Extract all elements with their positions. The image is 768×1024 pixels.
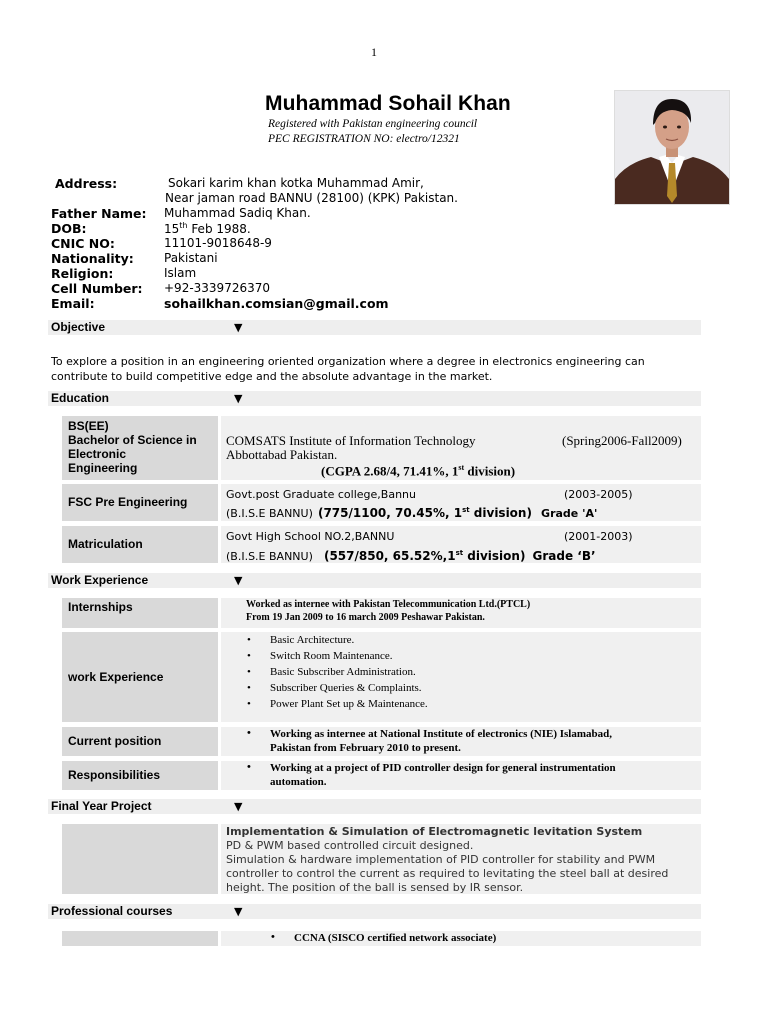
cnic-label: CNIC NO: (51, 236, 115, 251)
work-experience-heading: Work Experience (51, 573, 149, 587)
bsee-label-2: Bachelor of Science in (68, 433, 197, 447)
work-experience-list (247, 632, 428, 712)
fyp-line-2: Simulation & hardware implementation of PID controller for stability and PWM (226, 853, 656, 866)
page-number: 1 (371, 45, 377, 59)
courses-label-cell (62, 931, 218, 946)
education-row-bsee-label-cell (62, 416, 218, 480)
dob-label: DOB: (51, 221, 87, 236)
list-item: • Power Plant Set up & Maintenance. (247, 698, 428, 710)
final-year-project-heading: Final Year Project (51, 799, 152, 813)
list-item: • Basic Subscriber Administration. (247, 666, 416, 678)
cell-number-label: Cell Number: (51, 281, 143, 296)
bsee-city: Abbottabad Pakistan. (226, 447, 338, 462)
nationality-label: Nationality: (51, 251, 134, 266)
bsee-label-3: Electronic (68, 447, 127, 461)
fyp-detail-cell (221, 824, 701, 894)
fsc-period: (2003-2005) (564, 488, 633, 501)
cell-number-value: +92-3339726370 (164, 281, 271, 295)
responsibilities-label-cell (62, 761, 218, 790)
work-experience-arrow-icon: ▼ (234, 574, 243, 587)
professional-courses-arrow-icon: ▼ (234, 905, 243, 918)
current-position-bullet: • (247, 727, 251, 739)
bsee-result: (CGPA 2.68/4, 71.41%, 1st division) (321, 463, 516, 479)
education-heading-bar (48, 391, 701, 406)
address-line-1: Sokari karim khan kotka Muhammad Amir, (168, 176, 424, 190)
objective-heading-bar (48, 320, 701, 335)
education-row-fsc-label-cell (62, 484, 218, 521)
religion-value: Islam (164, 266, 197, 280)
matric-period: (2001-2003) (564, 530, 633, 543)
internships-line-2: From 19 Jan 2009 to 16 march 2009 Peshawar Pakistan. (246, 612, 485, 623)
cnic-value: 11101-9018648-9 (164, 236, 272, 250)
matric-institute: Govt High School NO.2,BANNU (226, 530, 395, 543)
education-row-fsc-detail-cell (221, 484, 701, 521)
fsc-institute: Govt.post Graduate college,Bannu (226, 488, 416, 501)
courses-bullet: • (271, 931, 275, 943)
fsc-result-line: (B.I.S.E BANNU) (775/1100, 70.45%, 1st division) Grade 'A' (226, 506, 598, 520)
responsibilities-line-2: automation. (270, 776, 327, 788)
pec-registration-line: PEC REGISTRATION NO: electro/12321 (268, 133, 460, 145)
registration-line: Registered with Pakistan engineering council (268, 118, 478, 130)
courses-detail-cell (221, 931, 701, 946)
work-experience-label-cell (62, 632, 218, 722)
email-value[interactable]: sohailkhan.comsian@gmail.com (164, 296, 389, 311)
fyp-label-cell (62, 824, 218, 894)
education-row-matric-detail-cell (221, 526, 701, 563)
address-line-2: Near jaman road BANNU (28100) (KPK) Pakistan. (165, 191, 458, 205)
father-name-label: Father Name: (51, 206, 147, 221)
bsee-institute: COMSATS Institute of Information Technology (226, 433, 476, 448)
objective-line-2: contribute to build competitive edge and the absolute advantage in the market. (51, 370, 493, 383)
education-row-matric-label-cell (62, 526, 218, 563)
address-label: Address: (55, 176, 118, 191)
nationality-value: Pakistani (164, 251, 218, 265)
religion-label: Religion: (51, 266, 114, 281)
fsc-label: FSC Pre Engineering (68, 495, 188, 509)
list-item: • Switch Room Maintenance. (247, 650, 393, 662)
internships-label-cell (62, 598, 218, 628)
email-label: Email: (51, 296, 95, 311)
work-experience-heading-bar (48, 573, 701, 588)
dob-value: 15th Feb 1988. (164, 221, 251, 236)
current-position-detail-cell (221, 727, 701, 756)
objective-line-1: To explore a position in an engineering oriented organization where a degree in electronics engineering can (51, 355, 645, 368)
bsee-period: (Spring2006-Fall2009) (562, 433, 682, 448)
fyp-line-1: PD & PWM based controlled circuit designed. (226, 839, 474, 852)
education-heading: Education (51, 391, 110, 405)
education-arrow-icon: ▼ (234, 392, 243, 405)
responsibilities-bullet: • (247, 761, 251, 773)
bsee-label-4: Engineering (68, 461, 138, 475)
work-experience-detail-cell (221, 632, 701, 722)
bsee-label-1: BS(EE) (68, 419, 109, 433)
fyp-line-3: controller to control the current as required to levitating the steel ball at desired (226, 867, 669, 880)
course-item-ccna: CCNA (SISCO certified network associate) (294, 932, 497, 944)
current-position-line-2: Pakistan from February 2010 to present. (270, 742, 461, 754)
matric-result-line: (B.I.S.E BANNU) (557/850, 65.52%,1st division) Grade ‘B’ (226, 549, 596, 563)
final-year-project-heading-bar (48, 799, 701, 814)
objective-heading: Objective (51, 320, 106, 334)
list-item: • Subscriber Queries & Complaints. (247, 682, 422, 694)
current-position-line-1: Working as internee at National Institute of electronics (NIE) Islamabad, (270, 728, 613, 740)
education-row-bsee-detail-cell (221, 416, 701, 480)
objective-arrow-icon: ▼ (234, 321, 243, 334)
matric-label: Matriculation (68, 537, 143, 551)
responsibilities-label: Responsibilities (68, 768, 161, 782)
responsibilities-line-1: Working at a project of PID controller design for general instrumentation (270, 762, 616, 774)
internships-label: Internships (68, 600, 133, 614)
final-year-project-arrow-icon: ▼ (234, 800, 243, 813)
father-name-value: Muhammad Sadiq Khan. (164, 206, 311, 220)
profile-photo (614, 90, 730, 205)
candidate-name: Muhammad Sohail Khan (265, 92, 511, 115)
professional-courses-heading-bar (48, 904, 701, 919)
internships-line-1: Worked as internee with Pakistan Telecommunication Ltd.(PTCL) (246, 599, 531, 610)
current-position-label: Current position (68, 734, 162, 748)
portrait-image (615, 91, 729, 204)
fyp-title: Implementation & Simulation of Electromagnetic levitation System (226, 825, 643, 838)
list-item: • Basic Architecture. (247, 634, 355, 646)
current-position-label-cell (62, 727, 218, 756)
responsibilities-detail-cell (221, 761, 701, 790)
work-experience-label: work Experience (68, 670, 164, 684)
internships-detail-cell (221, 598, 701, 628)
fyp-line-4: height. The position of the ball is sensed by IR sensor. (226, 881, 524, 894)
professional-courses-heading: Professional courses (51, 904, 173, 918)
